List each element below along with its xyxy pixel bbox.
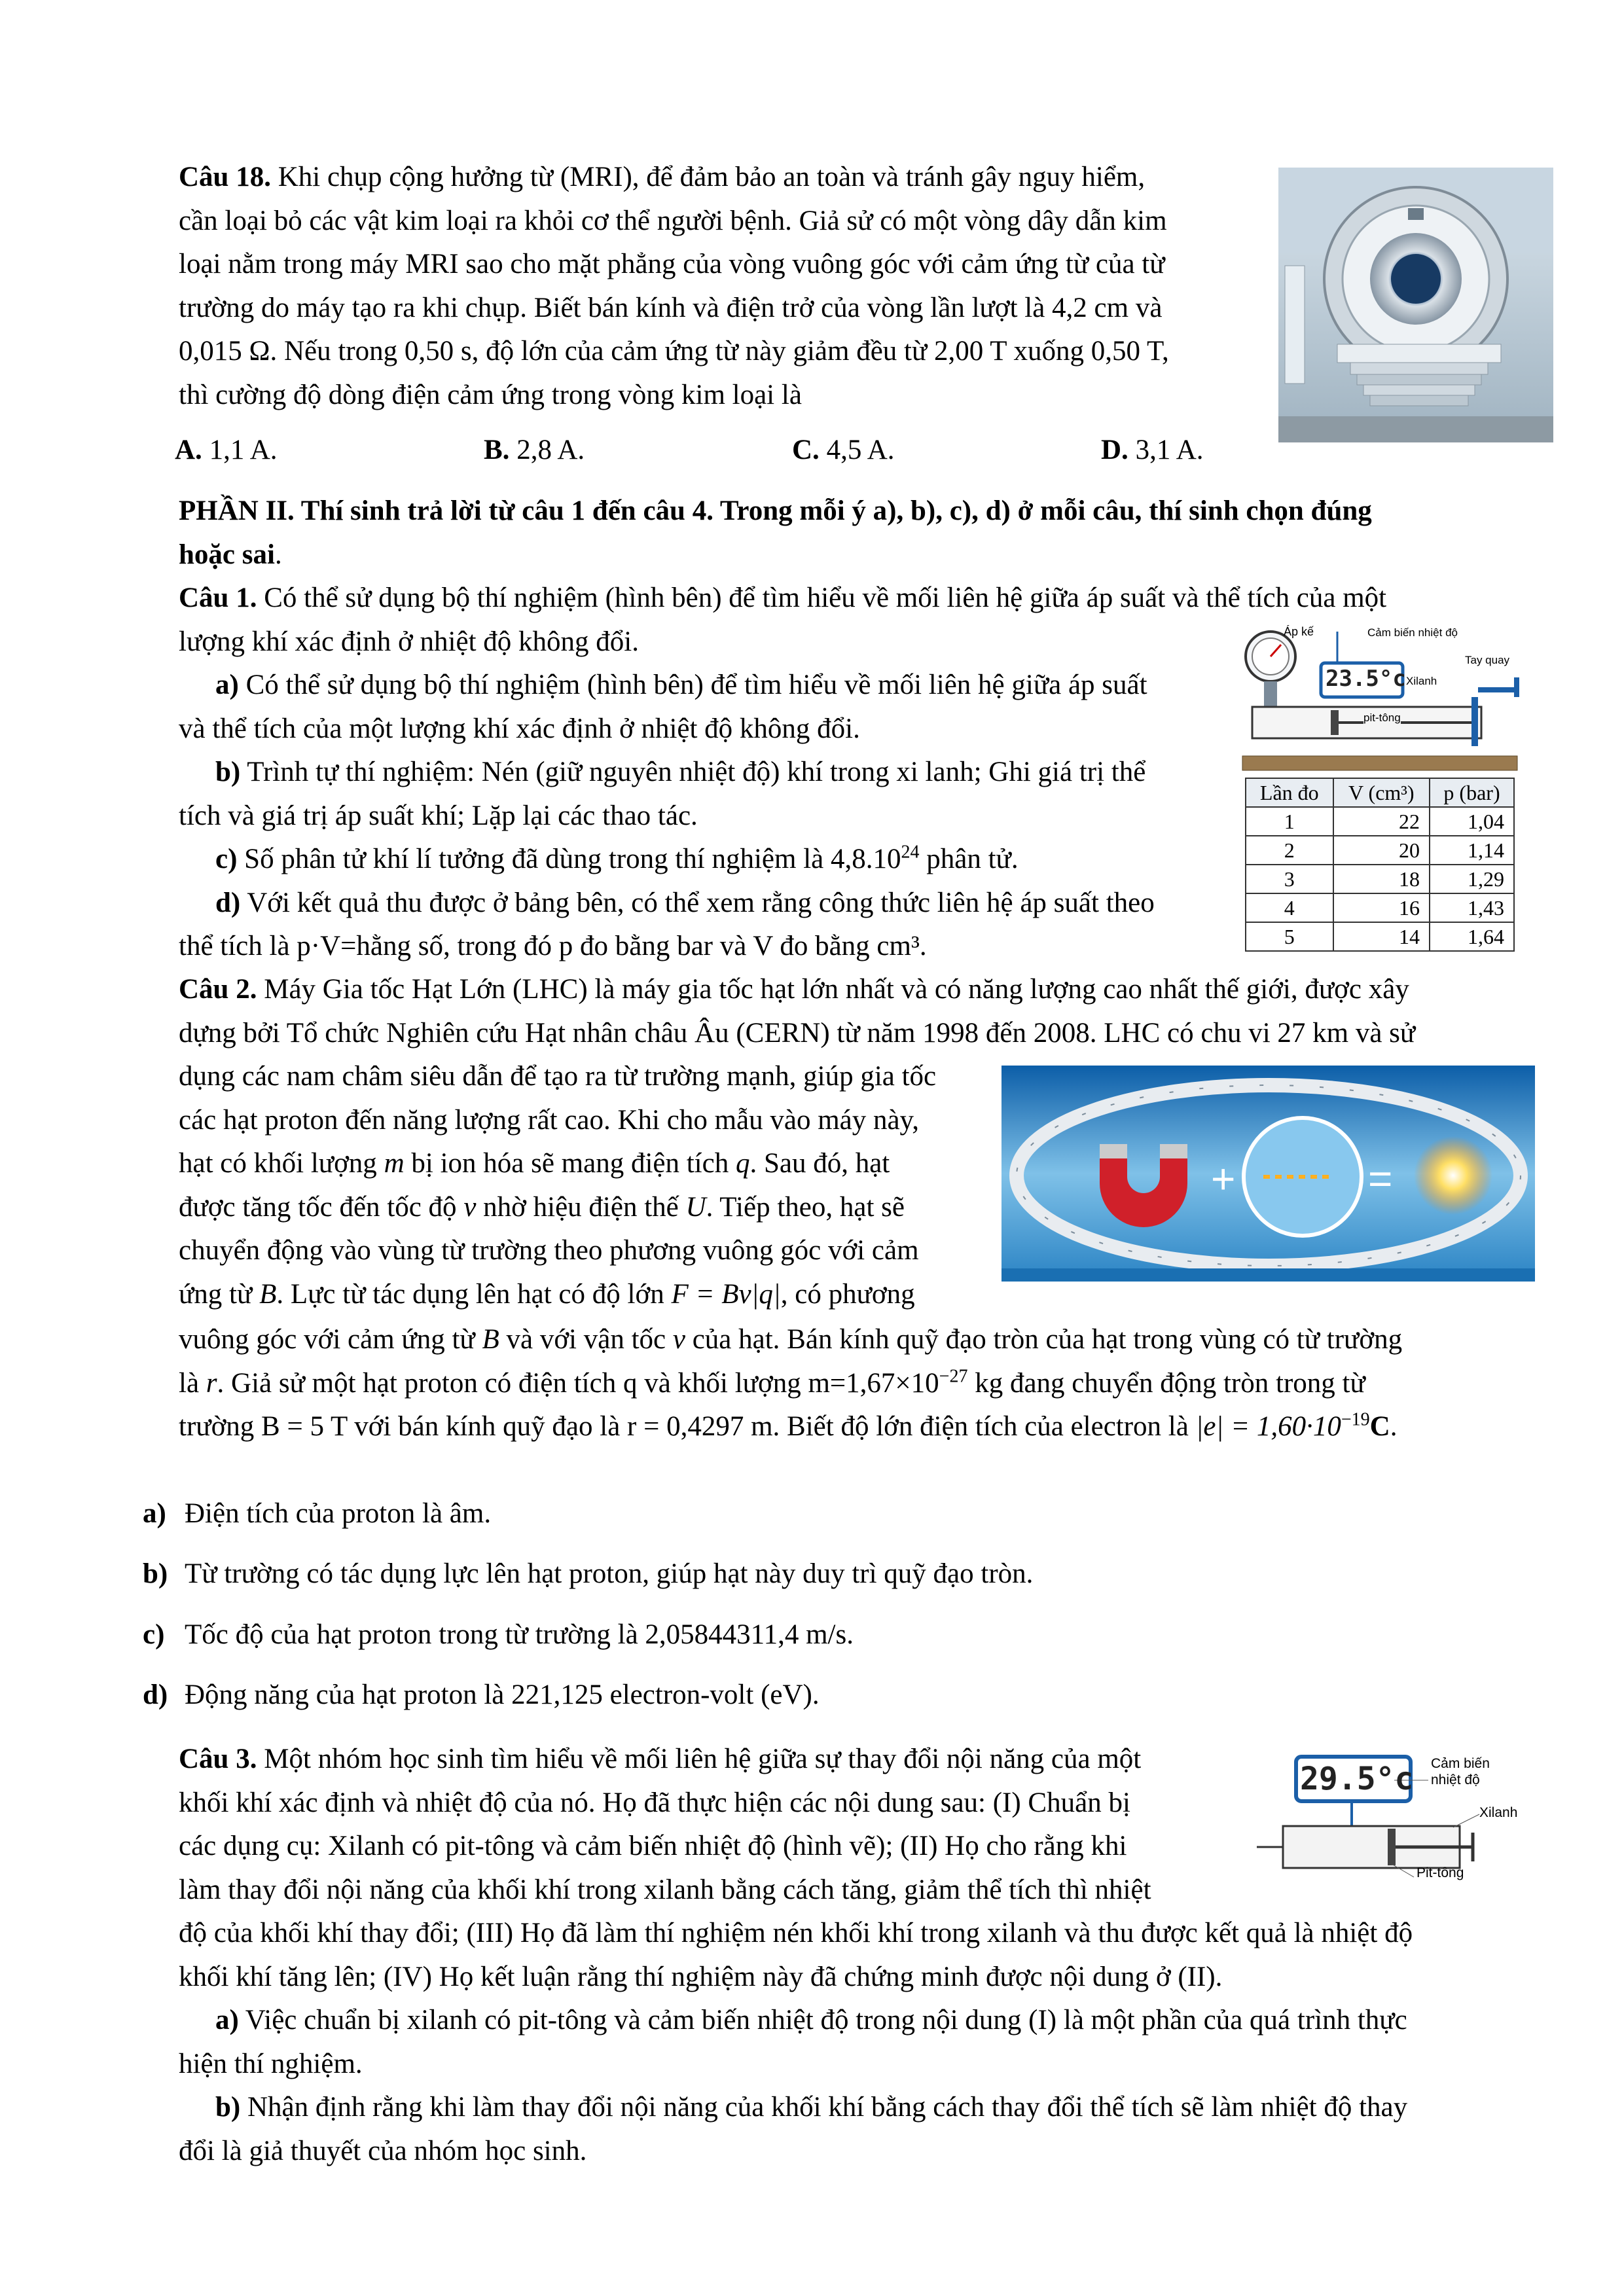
q1-number: Câu 1. <box>179 583 257 613</box>
q3-intro-left <box>179 1738 1223 1912</box>
option-label: C. <box>792 435 820 465</box>
q18-text <box>179 156 1260 417</box>
q18-option-b[interactable] <box>484 429 585 472</box>
table-cell: 3 <box>1246 865 1333 893</box>
q2-text: , có phương <box>780 1278 915 1310</box>
symbol-v-vector: v <box>672 1324 685 1355</box>
q1-b-text: Trình tự thí nghiệm: Nén (giữ nguyên nhiệt độ) khí trong xi lanh; Ghi giá trị thể <box>240 757 1146 787</box>
sensor-label-line: Cảm biến <box>1431 1756 1490 1771</box>
q1-data-table <box>1245 778 1515 952</box>
q3-a-label: a) <box>215 2005 239 2036</box>
q1-c-text: phân tử. <box>919 844 1019 874</box>
q1-d-label: d) <box>215 887 241 918</box>
header-trial: Lần đo <box>1246 778 1333 807</box>
q1-apparatus-drawing <box>1239 625 1534 776</box>
q3-body <box>179 1912 1534 2173</box>
q18-line: thì cường độ dòng điện cảm ứng trong vòng kim loại là <box>179 379 802 410</box>
table-row <box>1246 865 1514 893</box>
q2-text: bị ion hóa sẽ mang điện tích <box>404 1148 736 1179</box>
part2-heading-end: . <box>274 539 282 570</box>
option-label: B. <box>484 435 510 465</box>
exponent: −19 <box>1341 1409 1370 1430</box>
table-cell: 1,29 <box>1430 865 1514 893</box>
q2-line: các hạt proton đến năng lượng rất cao. Khi cho mẫu vào máy này, <box>179 1104 920 1136</box>
q2-line: dụng các nam châm siêu dẫn để tạo ra từ trường mạnh, giúp gia tốc <box>179 1061 937 1092</box>
q2-text: vuông góc với cảm ứng từ <box>179 1324 482 1355</box>
table-header-row <box>1246 778 1514 807</box>
q2-body-left <box>179 1055 990 1316</box>
q3-b-text: đổi là giả thuyết của nhóm học sinh. <box>179 2135 587 2166</box>
table-row <box>1246 836 1514 865</box>
option-label: c) <box>143 1619 165 1650</box>
mri-machine-image <box>1278 168 1553 442</box>
svg-text:+: + <box>1211 1155 1236 1202</box>
q3-line: làm thay đổi nội năng của khối khí trong xilanh bằng cách tăng, giảm thể tích thì nhiệt <box>179 1874 1151 1905</box>
q2-text: của hạt. Bán kính quỹ đạo tròn của hạt trong vùng có từ trường <box>685 1324 1403 1355</box>
q2-option-c[interactable] <box>143 1615 854 1655</box>
q2-text: hạt có khối lượng <box>179 1148 384 1179</box>
q1-intro-line: lượng khí xác định ở nhiệt độ không đổi. <box>179 626 639 657</box>
option-label: a) <box>143 1498 166 1529</box>
option-label: A. <box>175 435 202 465</box>
force-formula: F = Bv|q| <box>671 1278 781 1310</box>
sensor-label <box>1431 1755 1490 1788</box>
header-pressure: p (bar) <box>1430 778 1514 807</box>
q2-text: nhờ hiệu điện thế <box>476 1191 686 1223</box>
table-cell: 1 <box>1246 807 1333 836</box>
table-cell: 1,43 <box>1430 893 1514 922</box>
sensor-label-line: nhiệt độ <box>1431 1772 1480 1787</box>
symbol-U: U <box>685 1191 706 1223</box>
q2-text: . Giả sử một hạt proton có điện tích q và khối lượng m=1,67×10 <box>217 1367 939 1399</box>
q2-line: chuyển động vào vùng từ trường theo phương vuông góc với cảm <box>179 1235 919 1266</box>
q2-option-a[interactable] <box>143 1494 491 1534</box>
q1-intro-line: Có thể sử dụng bộ thí nghiệm (hình bên) để tìm hiểu về mối liên hệ giữa áp suất và thể tích của một <box>257 583 1387 613</box>
q3-a-text: Việc chuẩn bị xilanh có pit-tông và cảm biến nhiệt độ trong nội dung (I) là một phần của quá trình thực <box>238 2005 1407 2036</box>
q2-text: . Sau đó, hạt <box>749 1148 890 1179</box>
symbol-q: q <box>735 1148 750 1179</box>
q2-option-d[interactable] <box>143 1676 820 1715</box>
q18-line: Khi chụp cộng hưởng từ (MRI), để đảm bảo an toàn và tránh gây nguy hiểm, <box>270 162 1146 192</box>
q2-text: kg đang chuyển động tròn trong từ <box>967 1367 1365 1399</box>
q2-line: dựng bởi Tổ chức Nghiên cứu Hạt nhân châu Âu (CERN) từ năm 1998 đến 2008. LHC có chu vi 27 km và sử <box>179 1017 1416 1049</box>
q1-c-label: c) <box>215 844 238 874</box>
q2-text: ứng từ <box>179 1278 260 1310</box>
q3-a-text: hiện thí nghiệm. <box>179 2048 363 2079</box>
q2-text: . <box>1390 1411 1398 1442</box>
q1-a-text: Có thể sử dụng bộ thí nghiệm (hình bên) để tìm hiểu về mối liên hệ giữa áp suất <box>238 670 1147 700</box>
q18-line: 0,015 Ω. Nếu trong 0,50 s, độ lớn của cảm ứng từ này giảm đều từ 2,00 T xuống 0,50 T, <box>179 336 1169 367</box>
table-row <box>1246 807 1514 836</box>
table-cell: 4 <box>1246 893 1333 922</box>
option-label: b) <box>143 1558 168 1589</box>
exponent: −27 <box>939 1366 968 1387</box>
header-volume: V (cm³) <box>1333 778 1430 807</box>
q1-statements <box>179 664 1223 969</box>
svg-text:=: = <box>1368 1155 1393 1202</box>
temperature-display: 29.5°c <box>1300 1761 1414 1797</box>
option-text: 3,1 A. <box>1128 435 1204 465</box>
table-cell: 1,64 <box>1430 922 1514 951</box>
table-cell: 16 <box>1333 893 1430 922</box>
q3-line: khối khí xác định và nhiệt độ của nó. Họ đã thực hiện các nội dung sau: (I) Chuẩn bị <box>179 1787 1130 1818</box>
table-row <box>1246 922 1514 951</box>
option-text: Từ trường có tác dụng lực lên hạt proton, giúp hạt này duy trì quỹ đạo tròn. <box>185 1558 1034 1589</box>
q3-line: Một nhóm học sinh tìm hiểu về mối liên hệ giữa sự thay đổi nội năng của một <box>257 1744 1142 1774</box>
sensor-label: Cảm biến nhiệt độ <box>1367 626 1458 639</box>
symbol-r: r <box>206 1367 217 1399</box>
q2-intro <box>179 968 1534 1055</box>
q1-a-text: và thể tích của một lượng khí xác định ở nhiệt độ không đổi. <box>179 713 860 744</box>
part2-heading-line: hoặc sai <box>179 539 275 570</box>
table-cell: 1,04 <box>1430 807 1514 836</box>
q3-line: độ của khối khí thay đổi; (III) Họ đã làm thí nghiệm nén khối khí trong xilanh và thu được kết quả là nhiệt độ <box>179 1918 1413 1948</box>
option-text: Điện tích của proton là âm. <box>185 1498 492 1529</box>
option-text: 4,5 A. <box>819 435 895 465</box>
q1-c-exponent: 24 <box>901 842 920 863</box>
table-cell: 20 <box>1333 836 1430 865</box>
q3-line: khối khí tăng lên; (IV) Họ kết luận rằng thí nghiệm này đã chứng minh được nội dung ở (II). <box>179 1961 1223 1992</box>
q3-b-text: Nhận định rằng khi làm thay đổi nội năng của khối khí bằng cách thay đổi thể tích sẽ làm nhiệt độ thay <box>240 2092 1408 2123</box>
crank-label: Tay quay <box>1465 654 1510 666</box>
q3-sensor-figure <box>1257 1754 1532 1882</box>
option-text: Tốc độ của hạt proton trong từ trường là 2,05844311,4 m/s. <box>185 1619 854 1650</box>
q3-number: Câu 3. <box>179 1744 257 1774</box>
symbol-B-vector: B <box>259 1278 277 1310</box>
q18-line: loại nằm trong máy MRI sao cho mặt phẳng của vòng vuông góc với cảm ứng từ của từ <box>179 249 1165 279</box>
table-row <box>1246 893 1514 922</box>
piston-label: Pit-tông <box>1416 1865 1464 1880</box>
unit-coulomb: C <box>1369 1411 1390 1442</box>
table-cell: 14 <box>1333 922 1430 951</box>
table-cell: 22 <box>1333 807 1430 836</box>
electron-charge-formula: |e| = 1,60·10 <box>1195 1411 1341 1442</box>
q1-apparatus-figure <box>1239 625 1534 776</box>
q1-d-text: thể tích là p·V=hằng số, trong đó p đo bằng bar và V đo bằng cm³. <box>179 931 927 961</box>
symbol-v: v <box>463 1191 477 1223</box>
q1-a-label: a) <box>215 670 239 700</box>
option-label: d) <box>143 1679 168 1710</box>
table-cell: 1,14 <box>1430 836 1514 865</box>
part2-heading <box>179 490 1534 577</box>
option-text: Động năng của hạt proton là 221,125 electron-volt (eV). <box>185 1679 820 1710</box>
temperature-display: 23.5°c <box>1326 666 1406 692</box>
q2-line: Máy Gia tốc Hạt Lớn (LHC) là máy gia tốc hạt lớn nhất và có năng lượng cao nhất thế giới, được xây <box>257 974 1409 1005</box>
q1-d-text: Với kết quả thu được ở bảng bên, có thể xem rằng công thức liên hệ áp suất theo <box>240 887 1155 918</box>
q2-text: là <box>179 1367 206 1399</box>
q3-line: các dụng cụ: Xilanh có pit-tông và cảm biến nhiệt độ (hình vẽ); (II) Họ cho rằng khi <box>179 1831 1127 1861</box>
q18-option-a[interactable] <box>175 429 278 472</box>
table-cell: 5 <box>1246 922 1333 951</box>
q2-option-b[interactable] <box>143 1554 1033 1594</box>
symbol-B-vector: B <box>482 1324 499 1355</box>
q2-text: . Lực từ tác dụng lên hạt có độ lớn <box>276 1278 672 1310</box>
q18-number: Câu 18. <box>179 162 271 192</box>
piston-label: pit-tông <box>1363 711 1401 724</box>
option-text: 2,8 A. <box>509 435 585 465</box>
q2-text: và với vận tốc <box>499 1324 673 1355</box>
q18-option-d[interactable] <box>1101 429 1204 472</box>
table-cell: 18 <box>1333 865 1430 893</box>
q1-b-text: tích và giá trị áp suất khí; Lặp lại các thao tác. <box>179 800 698 831</box>
q1-b-label: b) <box>215 757 241 787</box>
symbol-m: m <box>384 1148 405 1179</box>
gauge-label: Áp kế <box>1284 625 1314 638</box>
cylinder-label: Xilanh <box>1406 675 1437 687</box>
table-cell: 2 <box>1246 836 1333 865</box>
q2-body-full <box>179 1318 1534 1449</box>
q18-line: cần loại bỏ các vật kim loại ra khỏi cơ thể người bệnh. Giả sử có một vòng dây dẫn kim <box>179 205 1167 236</box>
q1-c-text: Số phân tử khí lí tưởng đã dùng trong thí nghiệm là 4,8.10 <box>237 844 901 874</box>
part2-heading-line: PHẦN II. Thí sinh trả lời từ câu 1 đến câu 4. Trong mỗi ý a), b), c), d) ở mỗi câu, thí sinh chọn đúng <box>179 495 1372 526</box>
option-label: D. <box>1101 435 1128 465</box>
q2-text: được tăng tốc đến tốc độ <box>179 1191 464 1223</box>
q2-number: Câu 2. <box>179 974 257 1005</box>
q18-line: trường do máy tạo ra khi chụp. Biết bán kính và điện trở của vòng lần lượt là 4,2 cm và <box>179 292 1163 323</box>
lhc-ring-image <box>1001 1066 1535 1282</box>
q18-option-c[interactable] <box>792 429 895 472</box>
cylinder-label: Xilanh <box>1479 1805 1518 1820</box>
q2-text: . Tiếp theo, hạt sẽ <box>706 1191 905 1223</box>
option-text: 1,1 A. <box>202 435 278 465</box>
q3-b-label: b) <box>215 2092 241 2123</box>
q2-text: trường B = 5 T với bán kính quỹ đạo là r = 0,4297 m. Biết độ lớn điện tích của electron là <box>179 1411 1196 1442</box>
